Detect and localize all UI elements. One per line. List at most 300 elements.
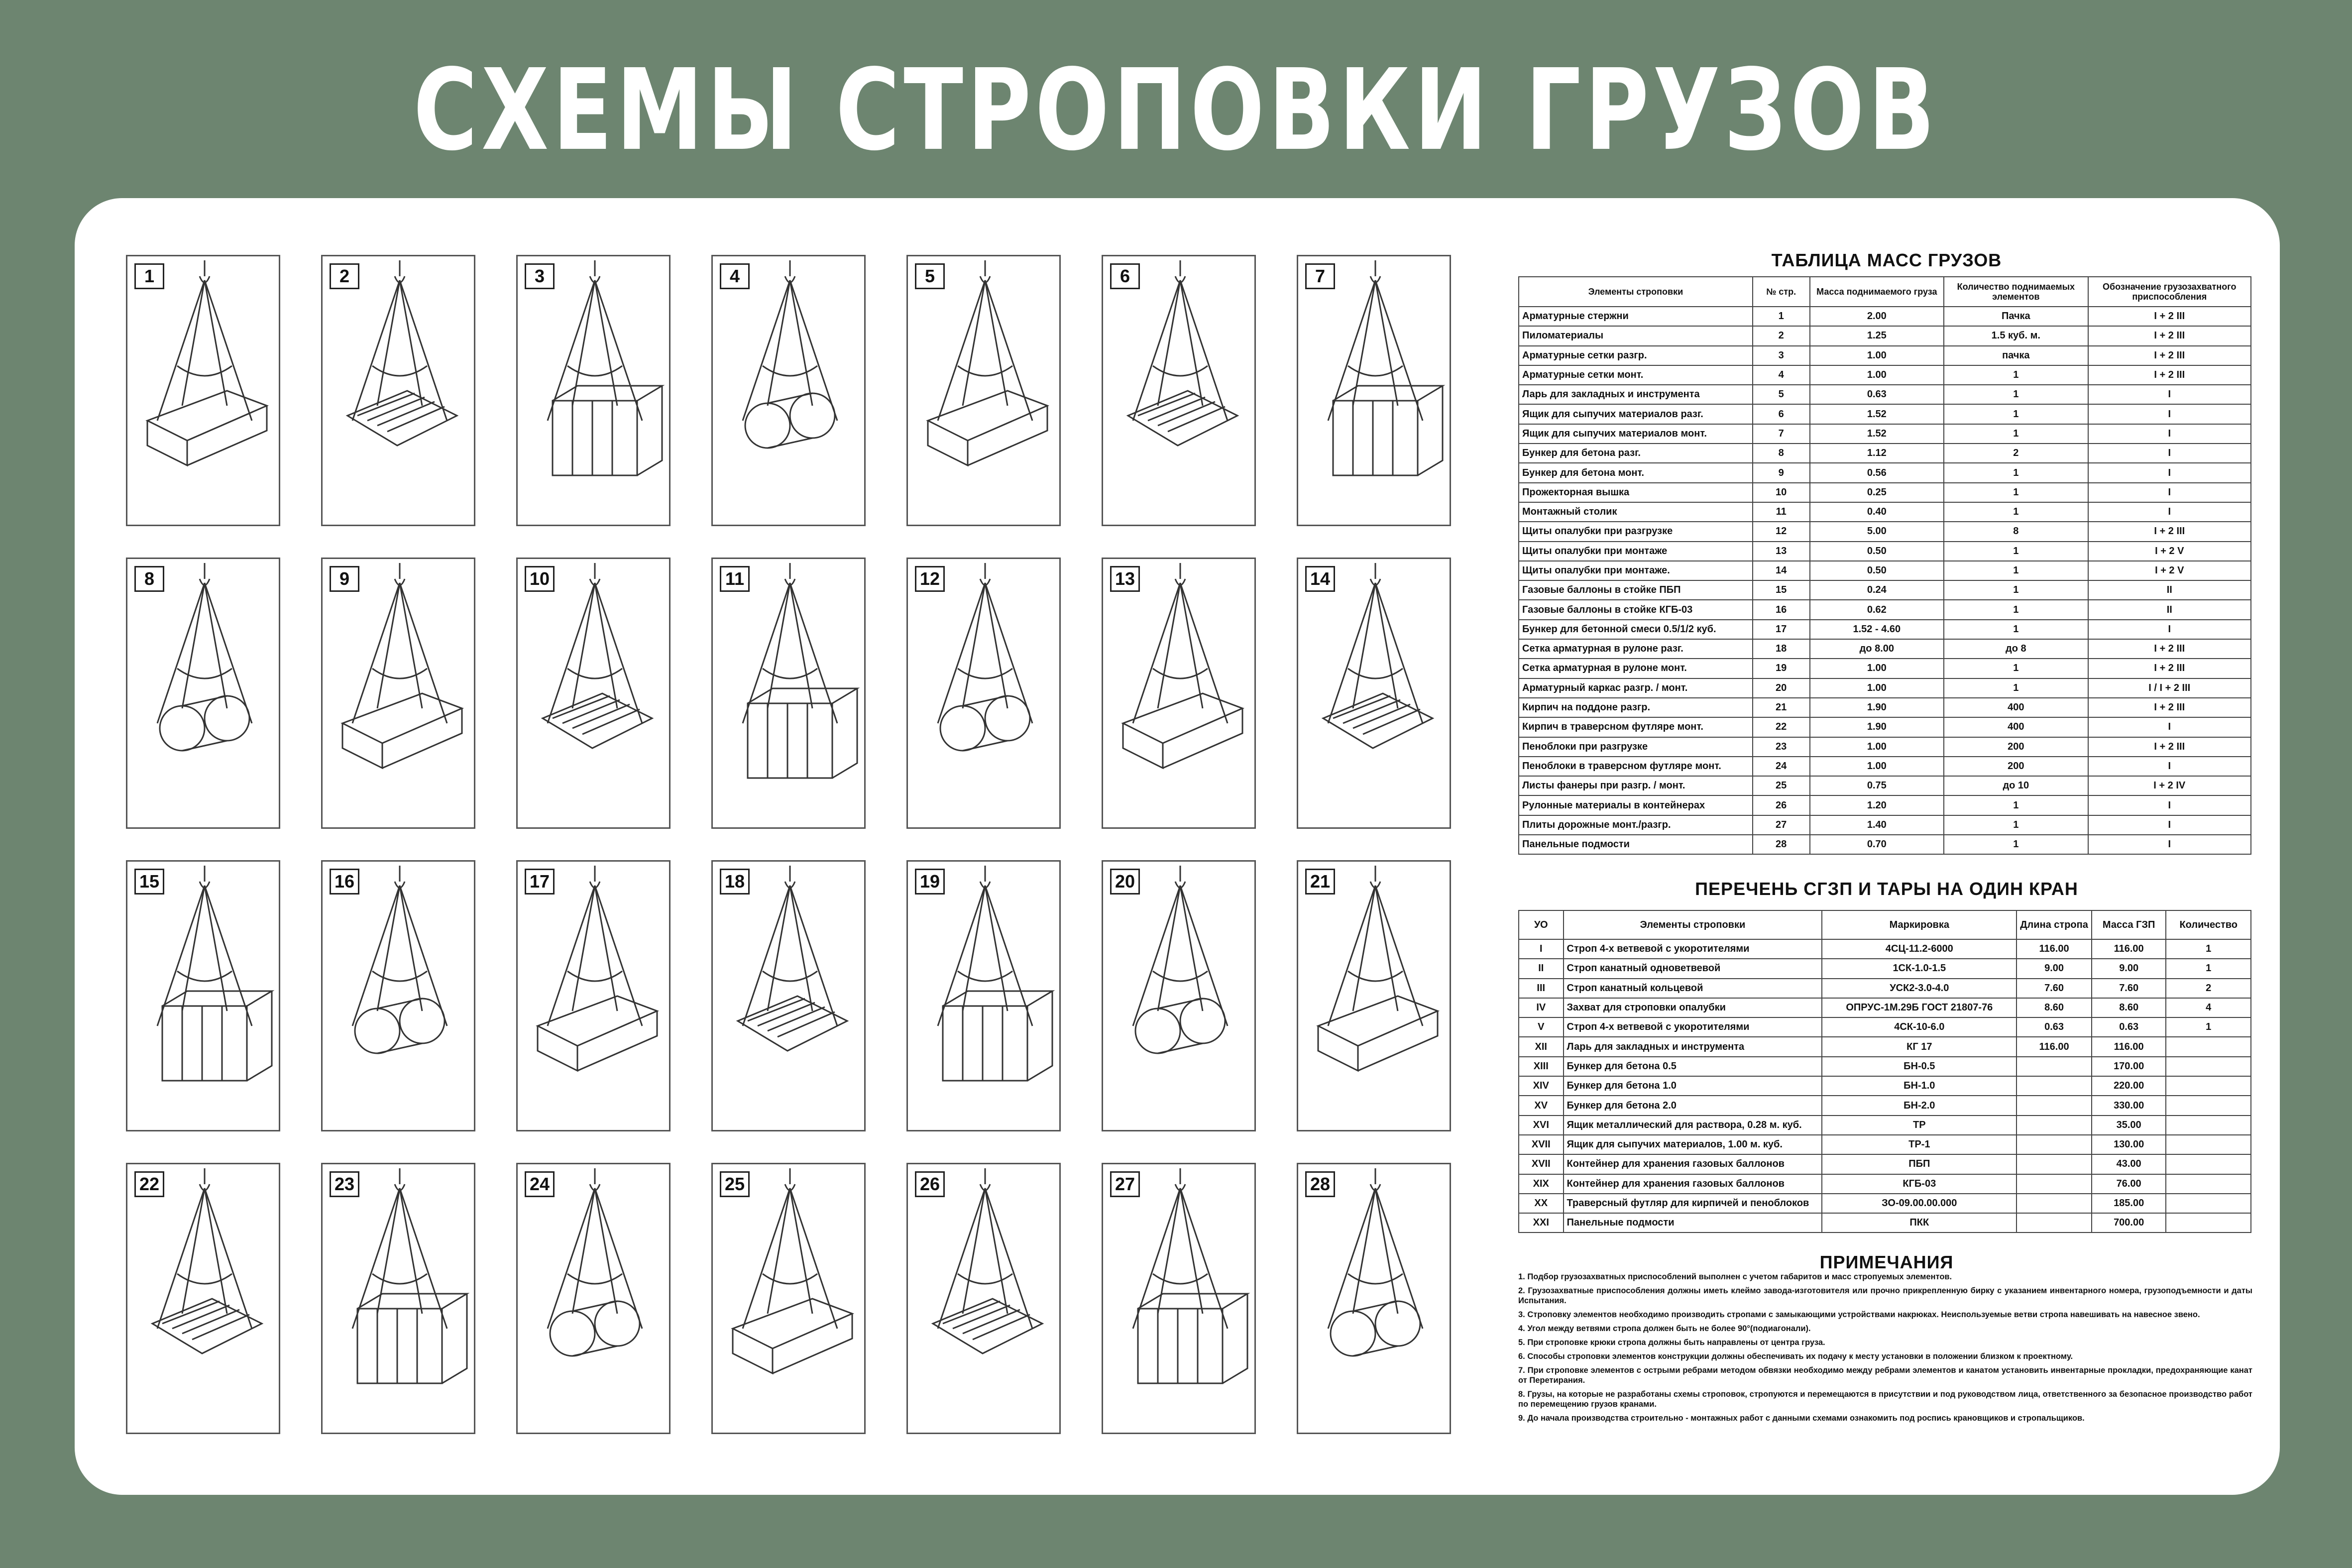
note-item: 8. Грузы, на которые не разработаны схемы строповок, стропуются и перемещаются в присутствии и под руководством лица, ответственного за безопасное производство работ по перемещению грузов кранами. <box>1518 1390 2252 1409</box>
mass-table-cell: I + 2 V <box>2088 561 2251 580</box>
mass-table-cell: I + 2 III <box>2088 326 2251 345</box>
mass-table-cell: I <box>2088 385 2251 404</box>
bricks-pallet-icon <box>1298 862 1453 1133</box>
table-row <box>1519 979 2251 998</box>
mass-table-cell: I + 2 III <box>2088 737 2251 757</box>
table-row <box>1519 385 2251 404</box>
mass-table-cell: 17 <box>1753 620 1810 639</box>
scheme-card <box>906 1163 1061 1434</box>
sgzp-table-cell: 116.00 <box>2092 1037 2166 1056</box>
table-row <box>1519 757 2251 776</box>
sgzp-table-cell: 130.00 <box>2092 1135 2166 1154</box>
sgzp-table-cell: 4СЦ-11.2-6000 <box>1822 939 2016 959</box>
table-row <box>1519 542 2251 561</box>
mass-table-cell: 9 <box>1753 463 1810 482</box>
sgzp-table-cell: 220.00 <box>2092 1076 2166 1096</box>
note-item: 9. До начала производства строительно - монтажных работ с данными схемами ознакомить под роспись крановщиков и стропальщиков. <box>1518 1414 2085 1423</box>
mass-table-cell: 1.40 <box>1810 815 1944 835</box>
mass-table-cell: 1 <box>1944 561 2088 580</box>
mass-table-cell: 1 <box>1944 483 2088 502</box>
sgzp-table-cell: 116.00 <box>2016 939 2092 959</box>
scheme-card <box>126 255 280 526</box>
mesh-roll-icon <box>908 862 1062 1133</box>
sgzp-table-cell: I <box>1519 939 1564 959</box>
scheme-card <box>1297 1163 1451 1434</box>
sgzp-table-cell: ЗО-09.00.00.000 <box>1822 1194 2016 1213</box>
scheme-number: 13 <box>1110 566 1140 592</box>
mass-table-cell: I <box>2088 815 2251 835</box>
scheme-card <box>126 860 280 1131</box>
sgzp-table-cell: ПБП <box>1822 1154 2016 1174</box>
bricks-container-icon <box>127 1164 282 1436</box>
mass-table-cell: 20 <box>1753 678 1810 698</box>
sgzp-table-header <box>1519 910 2251 939</box>
sgzp-table-cell: 8.60 <box>2092 998 2166 1017</box>
scheme-number: 25 <box>720 1171 750 1197</box>
lumber-bundle-icon <box>323 256 477 528</box>
mass-table-cell: Пеноблоки при разгрузке <box>1519 737 1753 757</box>
sgzp-table-cell: 2 <box>2166 979 2251 998</box>
note-item: 6. Способы строповки элементов конструкции должны обеспечивать их подачу к месту установки в положении близком к проектному. <box>1518 1352 2073 1361</box>
scheme-number: 5 <box>915 263 945 289</box>
concrete-bunker-icon <box>323 559 477 830</box>
mass-table-cell: I / I + 2 III <box>2088 678 2251 698</box>
sgzp-table-cell: Строп 4-х ветвевой с укоротителями <box>1564 939 1822 959</box>
mass-table-cell: 3 <box>1753 346 1810 365</box>
table-row <box>1519 1116 2251 1135</box>
scheme-number: 23 <box>330 1171 359 1197</box>
mass-table-cell: Монтажный столик <box>1519 502 1753 522</box>
scheme-number: 10 <box>525 566 555 592</box>
mass-table-cell: Бункер для бетона разг. <box>1519 444 1753 463</box>
sgzp-table-cell: IV <box>1519 998 1564 1017</box>
mass-table-title: ТАБЛИЦА МАСС ГРУЗОВ <box>1771 250 2002 270</box>
table-row <box>1519 620 2251 639</box>
mass-table-cell: 1 <box>1944 365 2088 385</box>
mass-table-cell: Ларь для закладных и инструмента <box>1519 385 1753 404</box>
foam-block-container-icon <box>518 1164 672 1436</box>
scheme-number: 1 <box>134 263 164 289</box>
table-row <box>1519 795 2251 815</box>
sgzp-table-cell: XVI <box>1519 1116 1564 1135</box>
sgzp-table-cell: Бункер для бетона 0.5 <box>1564 1057 1822 1076</box>
sgzp-table-cell: Строп 4-х ветвевой с укоротителями <box>1564 1017 1822 1037</box>
sgzp-table-cell: 116.00 <box>2092 939 2166 959</box>
sgzp-table-cell: КГБ-03 <box>1822 1174 2016 1194</box>
table-row <box>1519 1076 2251 1096</box>
table-row <box>1519 1174 2251 1194</box>
mass-table-cell: 200 <box>1944 737 2088 757</box>
mass-table-cell: Арматурные стержни <box>1519 307 1753 326</box>
note-item: 1. Подбор грузозахватных приспособлений выполнен с учетом габаритов и масс стропуемых элементов. <box>1518 1272 1952 1281</box>
scheme-number: 24 <box>525 1171 555 1197</box>
sgzp-table-cell: V <box>1519 1017 1564 1037</box>
table-row <box>1519 737 2251 757</box>
sgzp-table-cell: 35.00 <box>2092 1116 2166 1135</box>
scheme-card <box>321 558 475 829</box>
sgzp-table-cell: Строп канатный одноветвевой <box>1564 959 1822 978</box>
mass-table-cell: Бункер для бетона монт. <box>1519 463 1753 482</box>
mass-table-cell: I <box>2088 424 2251 444</box>
foam-block-pallet-icon <box>323 1164 477 1436</box>
scheme-card <box>906 255 1061 526</box>
mass-table-cell: 7 <box>1753 424 1810 444</box>
table-row <box>1519 1194 2251 1213</box>
table-row <box>1519 959 2251 978</box>
sgzp-table-cell <box>2016 1154 2092 1174</box>
table-row <box>1519 365 2251 385</box>
table-row <box>1519 424 2251 444</box>
sgzp-table-cell <box>2016 1135 2092 1154</box>
table-row <box>1519 1057 2251 1076</box>
mass-table-cell: 1 <box>1944 424 2088 444</box>
mass-table <box>1518 276 2251 855</box>
mass-table-cell: 1 <box>1944 600 2088 619</box>
mass-table-cell: Плиты дорожные монт./разгр. <box>1519 815 1753 835</box>
sgzp-table-cell: 8.60 <box>2016 998 2092 1017</box>
sgzp-table-cell <box>2166 1194 2251 1213</box>
mass-table-cell: 1.00 <box>1810 659 1944 678</box>
mass-table-cell: 6 <box>1753 404 1810 424</box>
mass-table-cell: I <box>2088 795 2251 815</box>
mass-table-cell: I <box>2088 620 2251 639</box>
mass-table-cell: 200 <box>1944 757 2088 776</box>
sgzp-table-cell: XIV <box>1519 1076 1564 1096</box>
mass-table-cell: I <box>2088 483 2251 502</box>
mass-table-cell: I + 2 III <box>2088 659 2251 678</box>
scheme-number: 20 <box>1110 869 1140 895</box>
sgzp-table-cell: XVII <box>1519 1135 1564 1154</box>
mass-table-cell: 1 <box>1753 307 1810 326</box>
sgzp-table-header-cell: Длина стропа <box>2016 910 2092 939</box>
mass-table-cell: 2.00 <box>1810 307 1944 326</box>
mass-table-cell: 18 <box>1753 639 1810 659</box>
mass-table-cell: I <box>2088 463 2251 482</box>
sgzp-table-cell <box>2016 1213 2092 1232</box>
rebar-mesh-icon <box>713 256 867 528</box>
table-row <box>1519 522 2251 541</box>
table-row <box>1519 698 2251 717</box>
mass-table-cell: 1.20 <box>1810 795 1944 815</box>
mass-table-cell: 11 <box>1753 502 1810 522</box>
mass-table-cell: I <box>2088 757 2251 776</box>
sgzp-table-cell: 43.00 <box>2092 1154 2166 1174</box>
plywood-sheets-icon <box>713 1164 867 1436</box>
table-row <box>1519 717 2251 737</box>
mass-table-cell: I <box>2088 404 2251 424</box>
mass-table-cell: 1 <box>1944 404 2088 424</box>
mass-table-cell: Сетка арматурная в рулоне разг. <box>1519 639 1753 659</box>
scheme-number: 2 <box>330 263 359 289</box>
scheme-number: 28 <box>1305 1171 1335 1197</box>
sgzp-table-header-cell: Маркировка <box>1822 910 2016 939</box>
mass-table-cell: 0.25 <box>1810 483 1944 502</box>
note-item: 5. При строповке крюки стропа должны быть направлены от центра груза. <box>1518 1338 1825 1347</box>
sgzp-table-cell: 4СК-10-6.0 <box>1822 1017 2016 1037</box>
sgzp-table-cell: КГ 17 <box>1822 1037 2016 1056</box>
sgzp-table-cell: УСК2-3.0-4.0 <box>1822 979 2016 998</box>
mass-table-cell: 0.62 <box>1810 600 1944 619</box>
mass-table-header-cell: Элементы строповки <box>1519 277 1753 307</box>
scheme-card <box>1102 558 1256 829</box>
scheme-card <box>321 255 475 526</box>
sgzp-table-cell: 9.00 <box>2016 959 2092 978</box>
mass-table-cell: 1.25 <box>1810 326 1944 345</box>
sgzp-table-cell <box>2016 1174 2092 1194</box>
sgzp-table-title: ПЕРЕЧЕНЬ СГЗП И ТАРЫ НА ОДИН КРАН <box>1695 879 2078 899</box>
sgzp-table-cell <box>2166 1174 2251 1194</box>
mass-table-cell: 400 <box>1944 717 2088 737</box>
mass-table-cell: 1 <box>1944 542 2088 561</box>
mass-table-cell: 5.00 <box>1810 522 1944 541</box>
mass-table-cell: 1 <box>1944 502 2088 522</box>
sgzp-table-cell: Контейнер для хранения газовых баллонов <box>1564 1154 1822 1174</box>
mass-table-cell: Щиты опалубки при монтаже. <box>1519 561 1753 580</box>
table-row <box>1519 659 2251 678</box>
sgzp-table-cell: III <box>1519 979 1564 998</box>
sgzp-table-cell: 116.00 <box>2016 1037 2092 1056</box>
scheme-card <box>126 558 280 829</box>
roll-container-icon <box>908 1164 1062 1436</box>
table-row <box>1519 1037 2251 1056</box>
mass-table-cell: 1.90 <box>1810 717 1944 737</box>
notes-list <box>1518 1272 2252 1427</box>
scheme-number: 21 <box>1305 869 1335 895</box>
rebar-cage-icon <box>1103 862 1257 1133</box>
mass-table-cell: 1.00 <box>1810 737 1944 757</box>
mass-table-cell: 0.63 <box>1810 385 1944 404</box>
mass-table-cell: 8 <box>1944 522 2088 541</box>
sgzp-table-cell <box>2166 1116 2251 1135</box>
mass-table-cell: Пеноблоки в траверсном футляре монт. <box>1519 757 1753 776</box>
mass-table-cell: 1.52 <box>1810 404 1944 424</box>
mass-table-cell: 1.00 <box>1810 346 1944 365</box>
mass-table-cell: Панельные подмости <box>1519 835 1753 854</box>
mass-table-cell: 12 <box>1753 522 1810 541</box>
mass-table-cell: Пачка <box>1944 307 2088 326</box>
sgzp-table-header-cell: Масса ГЗП <box>2092 910 2166 939</box>
mass-table-header-cell: Масса поднимаемого груза <box>1810 277 1944 307</box>
sgzp-table-cell: ТР-1 <box>1822 1135 2016 1154</box>
mass-table-cell: 15 <box>1753 580 1810 600</box>
mass-table-cell: 5 <box>1753 385 1810 404</box>
scheme-card <box>1102 860 1256 1131</box>
sgzp-table-cell <box>2166 1076 2251 1096</box>
scheme-card <box>516 255 671 526</box>
mass-table-cell: Газовые баллоны в стойке ПБП <box>1519 580 1753 600</box>
mass-table-cell: Сетка арматурная в рулоне монт. <box>1519 659 1753 678</box>
mass-table-cell: 27 <box>1753 815 1810 835</box>
mass-table-cell: Газовые баллоны в стойке КГБ-03 <box>1519 600 1753 619</box>
sgzp-table-cell: Бункер для бетона 1.0 <box>1564 1076 1822 1096</box>
mass-table-cell: 2 <box>1753 326 1810 345</box>
formwork-panel-icon <box>1298 559 1453 830</box>
scheme-card <box>1297 255 1451 526</box>
table-row <box>1519 639 2251 659</box>
sgzp-table-cell <box>2016 1076 2092 1096</box>
mass-table-cell: 1 <box>1944 620 2088 639</box>
table-row <box>1519 1017 2251 1037</box>
mass-table-cell: I + 2 V <box>2088 542 2251 561</box>
mass-table-cell: Прожекторная вышка <box>1519 483 1753 502</box>
scheme-number: 27 <box>1110 1171 1140 1197</box>
sgzp-table <box>1518 910 2251 1233</box>
sgzp-table-cell: 1СК-1.0-1.5 <box>1822 959 2016 978</box>
sgzp-table-cell: 1 <box>2166 939 2251 959</box>
mass-table-cell: 1.90 <box>1810 698 1944 717</box>
mass-table-cell: I + 2 III <box>2088 307 2251 326</box>
sgzp-table-cell <box>2166 1154 2251 1174</box>
table-row <box>1519 463 2251 482</box>
mass-table-cell: 1 <box>1944 795 2088 815</box>
mass-table-cell: 1 <box>1944 659 2088 678</box>
mass-table-cell: Кирпич на поддоне разгр. <box>1519 698 1753 717</box>
sgzp-table-cell <box>2016 1096 2092 1115</box>
mass-table-cell: Ящик для сыпучих материалов монт. <box>1519 424 1753 444</box>
sgzp-table-cell: 0.63 <box>2092 1017 2166 1037</box>
table-row <box>1519 1213 2251 1232</box>
mounting-table-icon <box>713 559 867 830</box>
sgzp-table-cell <box>2016 1116 2092 1135</box>
mass-table-cell: 25 <box>1753 776 1810 795</box>
box-frame-icon <box>908 256 1062 528</box>
mass-table-cell: Арматурные сетки монт. <box>1519 365 1753 385</box>
gas-cylinder-rack-icon <box>323 862 477 1133</box>
sgzp-table-cell <box>2166 1037 2251 1056</box>
mass-table-cell: 19 <box>1753 659 1810 678</box>
mass-table-cell: 0.75 <box>1810 776 1944 795</box>
mass-table-cell: 1 <box>1944 815 2088 835</box>
sgzp-table-cell: Ящик для сыпучих материалов, 1.00 м. куб. <box>1564 1135 1822 1154</box>
scheme-card <box>516 860 671 1131</box>
scheme-number: 18 <box>720 869 750 895</box>
mass-table-cell: I + 2 III <box>2088 365 2251 385</box>
scheme-number: 3 <box>525 263 555 289</box>
scheme-card <box>321 860 475 1131</box>
sgzp-table-cell <box>2016 1057 2092 1076</box>
mass-table-cell: 0.50 <box>1810 561 1944 580</box>
mass-table-cell: до 10 <box>1944 776 2088 795</box>
mesh-rolls-icon <box>713 862 867 1133</box>
mass-table-cell: I + 2 III <box>2088 639 2251 659</box>
mass-table-cell: 0.50 <box>1810 542 1944 561</box>
mass-table-cell: I + 2 III <box>2088 698 2251 717</box>
mass-table-cell: 23 <box>1753 737 1810 757</box>
mass-table-cell: II <box>2088 600 2251 619</box>
mass-table-cell: 28 <box>1753 835 1810 854</box>
road-slab-icon <box>1103 1164 1257 1436</box>
sgzp-table-cell: XXI <box>1519 1213 1564 1232</box>
sgzp-table-cell: БН-0.5 <box>1822 1057 2016 1076</box>
scheme-card <box>711 558 866 829</box>
sgzp-table-cell: 7.60 <box>2092 979 2166 998</box>
scheme-card <box>516 558 671 829</box>
mass-table-cell: Листы фанеры при разгр. / монт. <box>1519 776 1753 795</box>
mass-table-cell: пачка <box>1944 346 2088 365</box>
mass-table-cell: Щиты опалубки при разгрузке <box>1519 522 1753 541</box>
note-item: 2. Грузозахватные приспособления должны иметь клеймо завода-изготовителя или прочно прикрепленную бирку с указанием инвентарного номера, грузоподъемности и даты Испытания. <box>1518 1286 2252 1305</box>
scheme-card <box>1297 860 1451 1131</box>
mass-table-cell: 0.24 <box>1810 580 1944 600</box>
mass-table-cell: 4 <box>1753 365 1810 385</box>
mass-table-cell: Кирпич в траверсном футляре монт. <box>1519 717 1753 737</box>
mass-table-cell: Щиты опалубки при монтаже <box>1519 542 1753 561</box>
table-row <box>1519 1135 2251 1154</box>
table-row <box>1519 502 2251 522</box>
sgzp-table-cell: 700.00 <box>2092 1213 2166 1232</box>
sgzp-table-cell: 9.00 <box>2092 959 2166 978</box>
page-title: СХЕМЫ СТРОПОВКИ ГРУЗОВ <box>413 45 1939 176</box>
mass-table-cell: до 8.00 <box>1810 639 1944 659</box>
scheme-number: 19 <box>915 869 945 895</box>
hopper-icon <box>1298 256 1453 528</box>
mass-table-header <box>1519 277 2251 307</box>
mass-table-cell: 1 <box>1944 385 2088 404</box>
mass-table-cell: I <box>2088 444 2251 463</box>
table-row <box>1519 444 2251 463</box>
sgzp-table-cell: Бункер для бетона 2.0 <box>1564 1096 1822 1115</box>
table-row <box>1519 835 2251 854</box>
scheme-number: 26 <box>915 1171 945 1197</box>
mass-table-cell: 13 <box>1753 542 1810 561</box>
scheme-card <box>906 860 1061 1131</box>
mass-table-cell: Арматурные сетки разгр. <box>1519 346 1753 365</box>
mass-table-cell: 8 <box>1753 444 1810 463</box>
notes-title: ПРИМЕЧАНИЯ <box>1819 1252 1954 1272</box>
scheme-number: 15 <box>134 869 164 895</box>
mass-table-cell: Бункер для бетонной смеси 0.5/1/2 куб. <box>1519 620 1753 639</box>
table-row <box>1519 404 2251 424</box>
sgzp-table-cell: 7.60 <box>2016 979 2092 998</box>
table-row <box>1519 326 2251 345</box>
table-row <box>1519 600 2251 619</box>
mass-table-cell: 1 <box>1944 580 2088 600</box>
rebar-mesh-stack-icon <box>518 256 672 528</box>
mass-table-cell: Ящик для сыпучих материалов разг. <box>1519 404 1753 424</box>
mass-table-cell: 1.00 <box>1810 365 1944 385</box>
scheme-card <box>1102 1163 1256 1434</box>
table-row <box>1519 1096 2251 1115</box>
mass-table-header-cell: Количество поднимаемых элементов <box>1944 277 2088 307</box>
table-row <box>1519 1154 2251 1174</box>
sgzp-table-cell: XII <box>1519 1037 1564 1056</box>
tower-icon <box>518 559 672 830</box>
sgzp-table-cell: XX <box>1519 1194 1564 1213</box>
mass-table-cell: 1 <box>1944 463 2088 482</box>
sgzp-table-cell <box>2016 1194 2092 1213</box>
scheme-number: 12 <box>915 566 945 592</box>
table-row <box>1519 580 2251 600</box>
scheme-card <box>711 860 866 1131</box>
sgzp-table-cell: 0.63 <box>2016 1017 2092 1037</box>
mass-table-cell: Арматурный каркас разгр. / монт. <box>1519 678 1753 698</box>
mass-table-cell: 1.00 <box>1810 678 1944 698</box>
mass-table-cell: Пиломатериалы <box>1519 326 1753 345</box>
sgzp-table-cell: XIX <box>1519 1174 1564 1194</box>
bundle-of-pipes-icon <box>127 256 282 528</box>
mass-table-cell: 1.00 <box>1810 757 1944 776</box>
mass-table-cell: 10 <box>1753 483 1810 502</box>
mass-table-cell: 1.12 <box>1810 444 1944 463</box>
mass-table-cell: I + 2 III <box>2088 522 2251 541</box>
mass-table-cell: 26 <box>1753 795 1810 815</box>
table-row <box>1519 815 2251 835</box>
sgzp-table-cell: ОПРУС-1М.29Б ГОСТ 21807-76 <box>1822 998 2016 1017</box>
sgzp-table-cell: 4 <box>2166 998 2251 1017</box>
scheme-number: 14 <box>1305 566 1335 592</box>
formwork-panels-stack-icon <box>908 559 1062 830</box>
mass-table-cell: I <box>2088 835 2251 854</box>
